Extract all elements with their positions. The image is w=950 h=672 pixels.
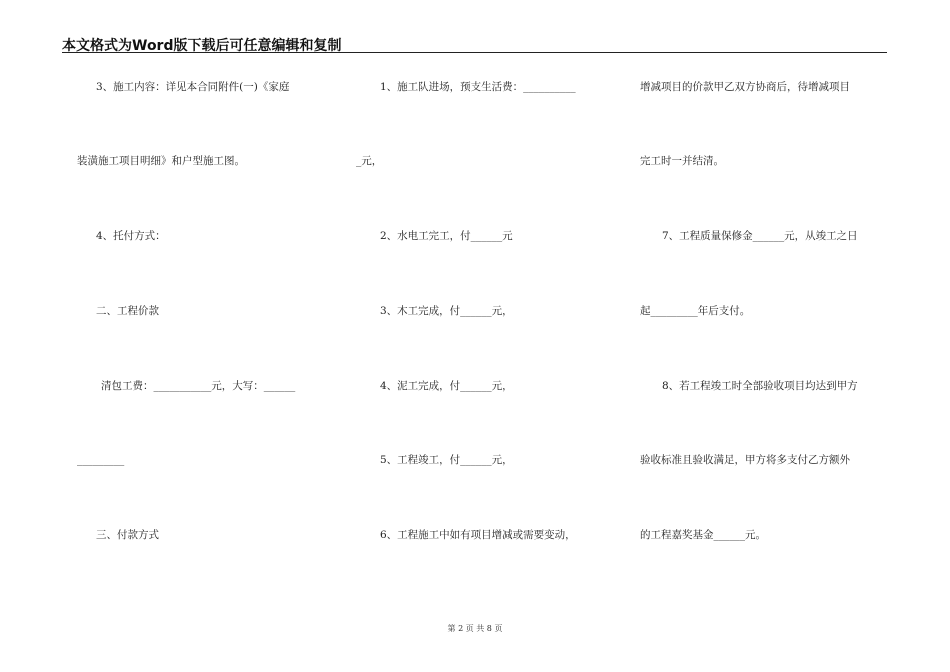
left-col-line-6: _________: [77, 454, 125, 466]
left-col-line-5: 清包工费：___________元，大写：______: [101, 380, 296, 392]
left-col-line-7: 三、付款方式: [96, 529, 159, 541]
right-col-line-7: 的工程嘉奖基金______元。: [640, 529, 766, 541]
middle-col-line-2: _元，: [356, 155, 383, 167]
right-col-line-3: 7、工程质量保修金______元，从竣工之日: [662, 230, 858, 242]
left-col-line-4: 二、工程价款: [96, 305, 159, 317]
middle-col-line-4: 3、木工完成，付______元，: [380, 305, 513, 317]
middle-col-line-3: 2、水电工完工，付______元: [380, 230, 513, 242]
document-header-title: 本文格式为Word版下载后可任意编辑和复制: [62, 38, 342, 54]
page-number-footer: 第 2 页 共 8 页: [447, 624, 503, 633]
right-col-line-6: 验收标准且验收满足，甲方将多支付乙方额外: [640, 454, 850, 466]
middle-col-line-6: 5、工程竣工，付______元，: [380, 454, 513, 466]
middle-col-line-7: 6、工程施工中如有项目增减或需要变动，: [380, 529, 576, 541]
middle-col-line-5: 4、泥工完成，付______元，: [380, 380, 513, 392]
middle-col-line-1: 1、施工队进场，预支生活费：__________: [380, 81, 576, 93]
right-col-line-5: 8、若工程竣工时全部验收项目均达到甲方: [662, 380, 858, 392]
left-col-line-3: 4、托付方式：: [96, 230, 166, 242]
right-col-line-4: 起_________年后支付。: [640, 305, 751, 317]
right-col-line-2: 完工时一并结清。: [640, 155, 724, 167]
right-col-line-1: 增减项目的价款甲乙双方协商后，待增减项目: [640, 81, 850, 93]
left-col-line-1: 3、施工内容：详见本合同附件(一)《家庭: [96, 81, 290, 93]
left-col-line-2: 装潢施工项目明细》和户型施工图。: [77, 155, 245, 167]
header-divider: [62, 52, 887, 53]
